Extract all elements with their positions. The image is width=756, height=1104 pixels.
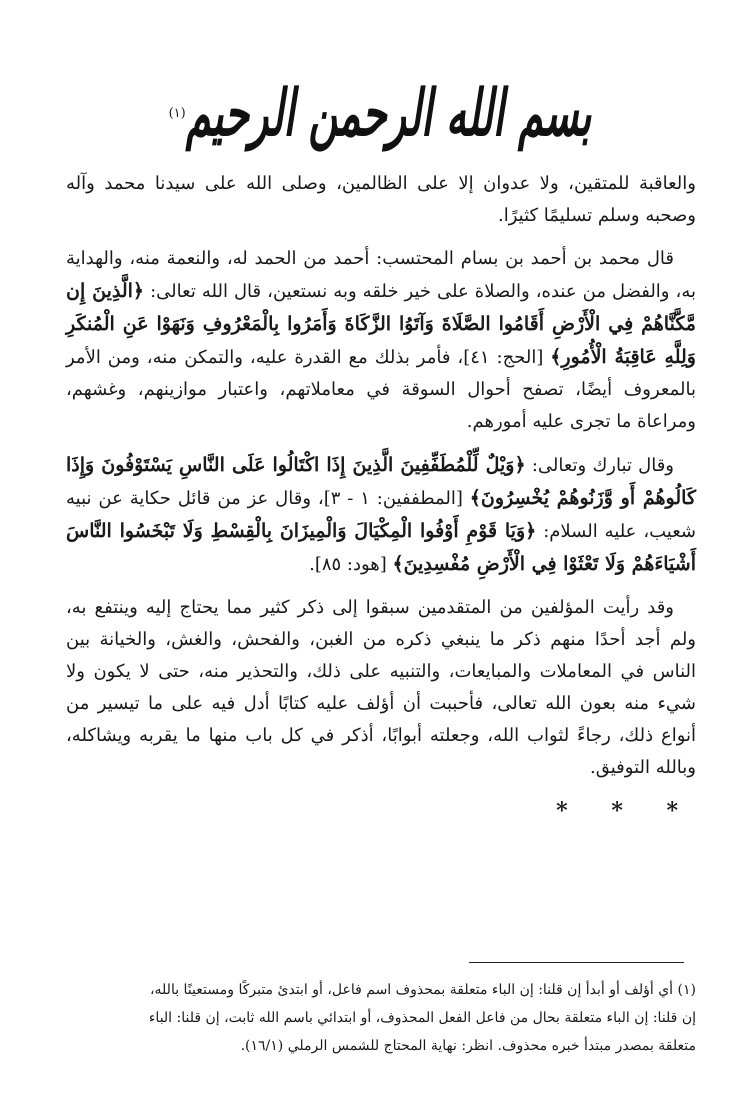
paragraph-text: وقال تبارك وتعالى: xyxy=(525,455,674,476)
paragraph-purpose: وقد رأيت المؤلفين من المتقدمين سبقوا إلى ذكر كثير مما يحتاج إليه وينتفع به، ولم أجد أحدًا منهم ذكر ما ينبغي ذكره من الغبن، والفحش، والغش، والخيانة بين الناس في المعاملات والمبايعات، والتنبيه على ذلك، والتحذير منه، حتى لا يكون ولا شيء منه بعون الله تعالى، فأحببت أن أؤلف عليه كتابًا أدل فيه على ما تيسير من أنواع ذلك، رجاءً لثواب الله، وجعلته أبوابًا، أذكر في كل باب منها ما يقربه ويشاكله، وبالله التوفيق. xyxy=(66,597,696,778)
paragraph-text: [الحج: ٤١]، فأمر بذلك مع القدرة عليه، والتمكن منه، ومن الأمر بالمعروف أيضًا، تصفح أحوال السوقة في معاملاتهم، واعتبار موازينهم، وغشهم، ومراعاة ما تجرى عليه أمورهم. xyxy=(66,347,696,432)
section-separator: * * * xyxy=(556,798,696,824)
quran-verse: ﴿الَّذِينَ إِن مَّكَّنَّاهُمْ فِي الْأَرْضِ أَقَامُوا الصَّلَاةَ وَآتَوُا الزَّكَاةَ وَأَمَرُوا بِالْمَعْرُوفِ وَنَهَوْا عَنِ الْمُنكَرِ وَلِلَّهِ عَاقِبَةُ الْأُمُورِ﴾ xyxy=(66,280,696,368)
footnote-divider xyxy=(469,962,684,963)
main-text xyxy=(66,168,696,827)
footnote-line: إن قلنا: إن الباء متعلقة بحال من فاعل الفعل المحذوف، أو ابتدائي باسم الله ثابت، إن قلنا: الباء xyxy=(148,1010,696,1026)
paragraph-opening: والعاقبة للمتقين، ولا عدوان إلا على الظالمين، وصلى الله على سيدنا محمد وآله وصحبه وسلم تسليمًا كثيرًا. xyxy=(66,173,696,226)
basmala-block xyxy=(165,75,592,151)
paragraph-intro xyxy=(66,243,696,438)
quran-verse: ﴿وَيْلٌ لِّلْمُطَفِّفِينَ الَّذِينَ إِذَا اكْتَالُوا عَلَى النَّاسِ يَسْتَوْفُونَ وَإِذَا كَالُوهُمْ أَو وَّزَنُوهُمْ يُخْسِرُونَ﴾ xyxy=(66,454,696,509)
footnote-line: متعلقة بمصدر مبتدأ خبره محذوف. انظر: نهاية المحتاج للشمس الرملي (١٦/١). xyxy=(240,1038,696,1054)
footnote-marker: (١) xyxy=(168,106,186,121)
paragraph-verses xyxy=(66,449,696,581)
footnotes xyxy=(62,976,696,1060)
paragraph-text: [هود: ٨٥]. xyxy=(309,554,393,575)
basmala-calligraphy: بسم الله الرحمن الرحيم xyxy=(185,75,592,151)
paragraph-text: [المطففين: ١ - ٣]، وقال عز من قائل حكاية عن نبيه شعيب، عليه السلام: xyxy=(66,488,697,542)
page-header xyxy=(0,58,756,151)
footnote-line: (١) أي أؤلف أو أبدأ إن قلنا: إن الباء متعلقة بمحذوف اسم فاعل، أو ابتدئ متبركًا ومستعينًا بالله، xyxy=(150,982,696,998)
paragraph-text: قال محمد بن أحمد بن بسام المحتسب: أحمد من الحمد له، والنعمة منه، والهداية به، والفضل من عنده، والصلاة على خير خلقه وبه نستعين، قال الله تعالى: xyxy=(66,248,696,302)
quran-verse: ﴿وَيَا قَوْمِ أَوْفُوا الْمِكْيَالَ وَالْمِيزَانَ بِالْقِسْطِ وَلَا تَبْخَسُوا النَّاسَ أَشْيَاءَهُمْ وَلَا تَعْثَوْا فِي الْأَرْضِ مُفْسِدِينَ﴾ xyxy=(66,520,696,575)
